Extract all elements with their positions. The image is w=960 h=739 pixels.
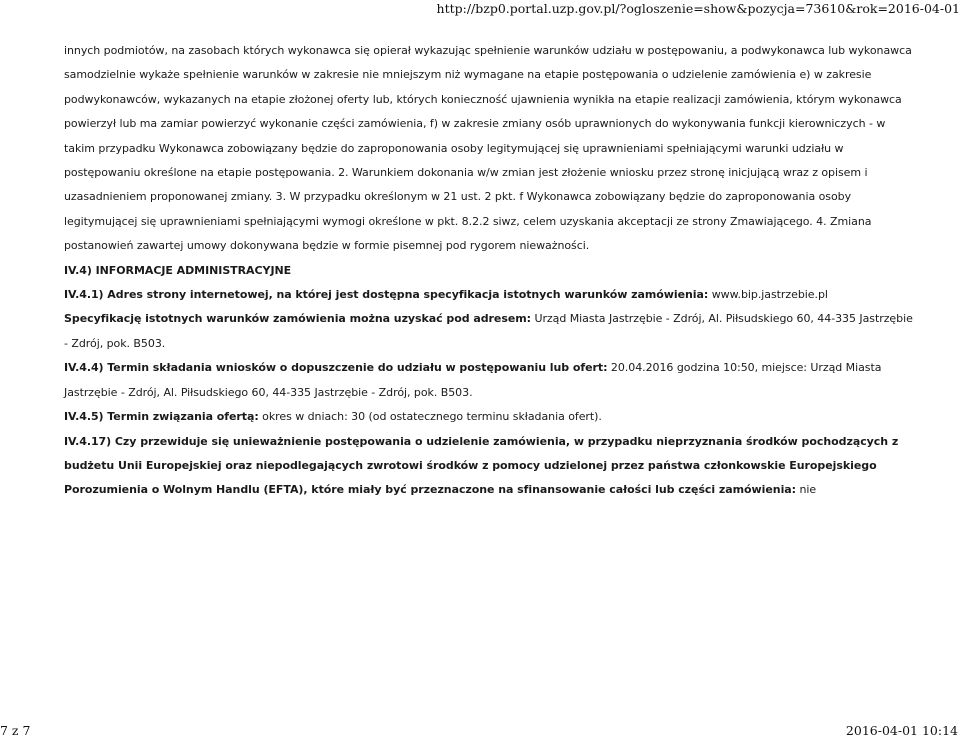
page-number: 7 z 7: [0, 723, 31, 738]
website-address-item: [64, 283, 914, 307]
submission-deadline-value: 20.04.2016 godzina 10:50, miejsce: Urząd Miasta Jastrzębie - Zdrój, Al. Piłsudskiego 60, 44-335 Jastrzębie - Zdrój, pok. B503.: [64, 361, 882, 399]
website-address-label: IV.4.1) Adres strony internetowej, na której jest dostępna specyfikacja istotnych warunków zamówienia:: [64, 288, 709, 302]
section-heading: IV.4) INFORMACJE ADMINISTRACYJNE: [64, 263, 292, 277]
page-url-header: http://bzp0.portal.uzp.gov.pl/?ogloszenie=show&pozycja=73610&rok=2016-04-01: [436, 1, 960, 16]
offer-binding-period-value: okres w dniach: 30 (od ostatecznego terminu składania ofert).: [258, 410, 602, 424]
offer-binding-period-label: IV.4.5) Termin związania ofertą:: [64, 410, 259, 424]
annulment-eu-funds-value: nie: [796, 483, 817, 497]
submission-deadline-label: IV.4.4) Termin składania wniosków o dopuszczenie do udziału w postępowaniu lub ofert:: [64, 361, 608, 375]
print-datetime: 2016-04-01 10:14: [845, 723, 958, 738]
website-address-value: www.bip.jastrzebie.pl: [708, 288, 828, 302]
offer-binding-period-item: [64, 405, 914, 429]
annulment-eu-funds-label: IV.4.17) Czy przewiduje się unieważnienie postępowania o udzielenie zamówienia, w przypadku nieprzyznania środków pochodzących z budżetu Unii Europejskiej oraz niepodlegających zwrotowi środków z pomocy udzielonej przez państwa członkowskie Europejskiego Porozumienia o Wolnym Handlu (EFTA), które miały być przeznaczone na sfinansowanie całości lub części zamówienia:: [64, 434, 899, 497]
submission-deadline-item: [64, 356, 914, 405]
specification-address-label: Specyfikację istotnych warunków zamówienia można uzyskać pod adresem:: [64, 312, 532, 326]
annulment-eu-funds-item: [64, 430, 914, 503]
document-body: [64, 39, 914, 503]
specification-address-value: Urząd Miasta Jastrzębie - Zdrój, Al. Piłsudskiego 60, 44-335 Jastrzębie - Zdrój, pok. B503.: [64, 312, 913, 350]
specification-address-item: [64, 307, 914, 356]
intro-paragraph: innych podmiotów, na zasobach których wykonawca się opierał wykazując spełnienie warunków udziału w postępowaniu, a podwykonawca lub wykonawca samodzielnie wykaże spełnienie warunków w zakresie nie mniejszym niż wymagane na etapie postępowania o udzielenie zamówienia e) w zakresie podwykonawców, wykazanych na etapie złożonej oferty lub, których konieczność ujawnienia wynikła na etapie realizacji zamówienia, którym wykonawca powierzył lub ma zamiar powierzyć wykonanie części zamówienia, f) w zakresie zmiany osób uprawnionych do wykonywania funkcji kierowniczych - w takim przypadku Wykonawca zobowiązany będzie do zaproponowania osoby legitymującej się uprawnieniami spełniającymi warunki udziału w postępowaniu określone na etapie postępowania. 2. Warunkiem dokonania w/w zmian jest złożenie wniosku przez stronę inicjującą wraz z opisem i uzasadnieniem proponowanej zmiany. 3. W przypadku określonym w 21 ust. 2 pkt. f Wykonawca zobowiązany będzie do zaproponowania osoby legitymującej się uprawnieniami spełniającymi wymogi określone w pkt. 8.2.2 siwz, celem uzyskania akceptacji ze strony Zmawiającego. 4. Zmiana postanowień zawartej umowy dokonywana będzie w formie pisemnej pod rygorem nieważności.: [64, 44, 912, 253]
